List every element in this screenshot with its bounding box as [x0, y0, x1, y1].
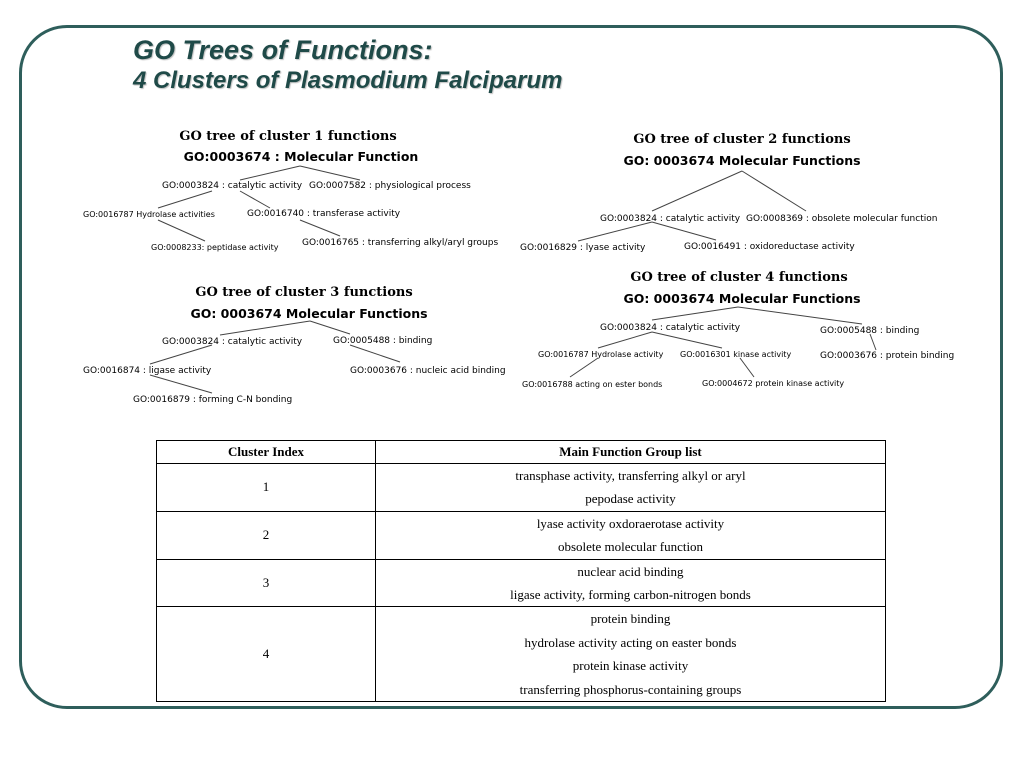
function-item: hydrolase activity acting on easter bonds	[524, 634, 737, 650]
tree-3-node: GO:0003676 : nucleic acid binding	[350, 366, 506, 376]
tree-cluster-3	[83, 285, 506, 405]
tree-cluster-4	[522, 270, 954, 389]
tree-2-node: GO:0003824 : catalytic activity	[600, 214, 741, 224]
function-list-cell	[376, 607, 886, 702]
tree-3-title: GO tree of cluster 3 functions	[195, 285, 413, 300]
table-row	[157, 464, 886, 512]
function-item: nuclear acid binding	[577, 563, 684, 579]
function-item: protein binding	[590, 611, 671, 627]
function-item: transphase activity, transferring alkyl or aryl	[515, 468, 746, 483]
cluster-index-cell: 2	[157, 511, 376, 559]
tree-4-node: GO:0016788 acting on ester bonds	[522, 380, 663, 389]
tree-1-node: GO:0016765 : transferring alkyl/aryl groups	[302, 238, 499, 248]
function-item: pepodase activity	[585, 491, 676, 507]
tree-1-node: GO:0007582 : physiological process	[309, 181, 471, 191]
tree-4-node: GO:0016301 kinase activity	[680, 350, 792, 359]
tree-3-node: GO:0005488 : binding	[333, 336, 433, 346]
function-item: lyase activity oxdoraerotase activity	[536, 515, 725, 531]
function-group-table	[156, 440, 886, 702]
tree-2-title: GO tree of cluster 2 functions	[633, 132, 851, 147]
tree-2-root: GO: 0003674 Molecular Functions	[623, 153, 861, 168]
tree-3-node: GO:0016874 : ligase activity	[83, 366, 212, 376]
tree-4-node: GO:0003824 : catalytic activity	[600, 323, 741, 333]
tree-cluster-2	[520, 132, 937, 253]
tree-3-node: GO:0003824 : catalytic activity	[162, 337, 303, 347]
tree-1-node: GO:0016787 Hydrolase activities	[83, 210, 215, 219]
tree-2-node: GO:0008369 : obsolete molecular function	[746, 214, 938, 224]
tree-1-root: GO:0003674 : Molecular Function	[183, 149, 419, 164]
function-item: ligase activity, forming carbon-nitrogen bonds	[510, 587, 751, 603]
function-list-cell	[376, 511, 886, 559]
title-line-1: GO Trees of Functions:	[133, 35, 433, 65]
column-header-function-list: Main Function Group list	[376, 441, 886, 464]
tree-cluster-1	[83, 129, 498, 252]
tree-4-node: GO:0016787 Hydrolase activity	[538, 350, 664, 359]
tree-1-node: GO:0016740 : transferase activity	[247, 209, 401, 219]
table-row	[157, 511, 886, 559]
function-item: protein kinase activity	[572, 658, 689, 674]
function-item: obsolete molecular function	[557, 539, 704, 555]
tree-4-node: GO:0003676 : protein binding	[820, 351, 955, 361]
title-line-2: 4 Clusters of Plasmodium Falciparum	[133, 67, 563, 94]
table-row	[157, 559, 886, 607]
table-row	[157, 607, 886, 702]
tree-3-node: GO:0016879 : forming C-N bonding	[133, 395, 293, 405]
tree-3-root: GO: 0003674 Molecular Functions	[190, 306, 428, 321]
cluster-index-cell: 4	[157, 607, 376, 702]
function-list-cell	[376, 464, 886, 512]
tree-2-node: GO:0016491 : oxidoreductase activity	[684, 242, 855, 252]
tree-1-node: GO:0003824 : catalytic activity	[162, 181, 303, 191]
tree-2-node: GO:0016829 : lyase activity	[520, 243, 646, 253]
tree-4-node: GO:0005488 : binding	[820, 326, 920, 336]
tree-4-title: GO tree of cluster 4 functions	[630, 270, 848, 285]
cluster-index-cell: 3	[157, 559, 376, 607]
table-header-row	[157, 441, 886, 464]
tree-1-title: GO tree of cluster 1 functions	[179, 129, 397, 144]
function-item: transferring phosphorus-containing groups	[519, 681, 742, 697]
column-header-cluster-index: Cluster Index	[157, 441, 376, 464]
cluster-index-cell: 1	[157, 464, 376, 512]
tree-4-node: GO:0004672 protein kinase activity	[702, 379, 845, 388]
function-list-cell	[376, 559, 886, 607]
tree-1-node: GO:0008233: peptidase activity	[151, 243, 279, 252]
tree-4-root: GO: 0003674 Molecular Functions	[623, 291, 861, 306]
